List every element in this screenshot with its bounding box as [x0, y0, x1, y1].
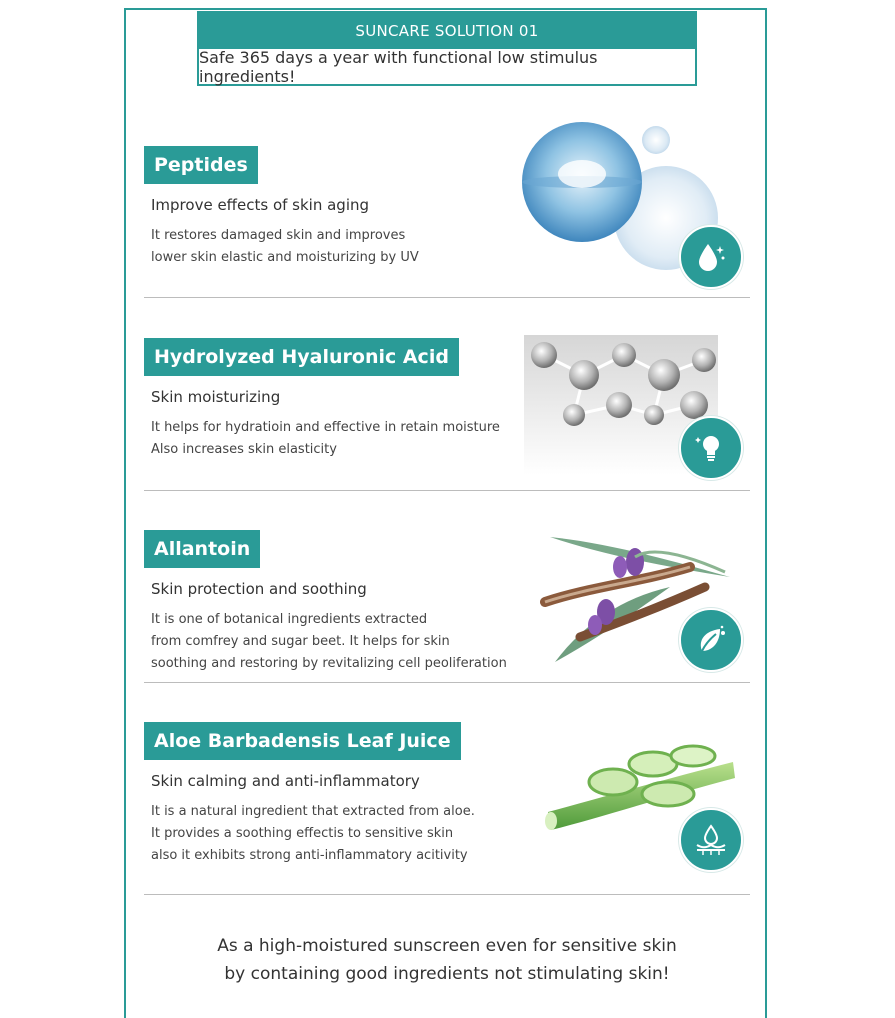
light-bulb-icon	[679, 416, 743, 480]
ingredient-subtitle: Skin moisturizing	[151, 388, 281, 406]
small-cell	[642, 126, 670, 154]
header-box	[197, 11, 697, 86]
ingredient-name: Hydrolyzed Hyaluronic Acid	[144, 338, 459, 376]
leaf-icon	[679, 608, 743, 672]
ingredient-subtitle: Skin calming and anti-inflammatory	[151, 772, 420, 790]
description-line: It is a natural ingredient that extracted from aloe.	[151, 804, 475, 819]
description-line: It is one of botanical ingredients extracted	[151, 612, 428, 627]
ingredient-subtitle: Skin protection and soothing	[151, 580, 367, 598]
footer-message	[144, 932, 750, 988]
ingredient-name: Aloe Barbadensis Leaf Juice	[144, 722, 461, 760]
description-line: also it exhibits strong anti-inflammatory acitivity	[151, 848, 468, 863]
ingredient-description	[151, 417, 500, 461]
skin-hydration-icon	[679, 808, 743, 872]
description-line: Also increases skin elasticity	[151, 442, 337, 457]
section-divider	[144, 490, 750, 491]
description-line: It helps for hydratioin and effective in retain moisture	[151, 420, 500, 435]
ingredient-description	[151, 225, 419, 269]
section-divider	[144, 682, 750, 683]
description-line: It provides a soothing effectis to sensitive skin	[151, 826, 454, 841]
water-drop-icon	[679, 225, 743, 289]
description-line: soothing and restoring by revitalizing cell peoliferation	[151, 656, 507, 671]
description-line: from comfrey and sugar beet. It helps for skin	[151, 634, 450, 649]
ingredient-name: Allantoin	[144, 530, 260, 568]
description-line: It restores damaged skin and improves	[151, 228, 406, 243]
ingredient-description	[151, 609, 507, 675]
footer-line: As a high-moistured sunscreen even for sensitive skin	[217, 936, 677, 956]
description-line: lower skin elastic and moisturizing by UV	[151, 250, 419, 265]
section-divider	[144, 894, 750, 895]
ingredient-subtitle: Improve effects of skin aging	[151, 196, 370, 214]
header-title: SUNCARE SOLUTION 01	[199, 13, 695, 49]
ingredient-name: Peptides	[144, 146, 258, 184]
section-divider	[144, 297, 750, 298]
footer-line: by containing good ingredients not stimulating skin!	[224, 964, 670, 984]
ingredient-description	[151, 801, 475, 867]
header-subtitle: Safe 365 days a year with functional low stimulus ingredients!	[199, 47, 598, 86]
